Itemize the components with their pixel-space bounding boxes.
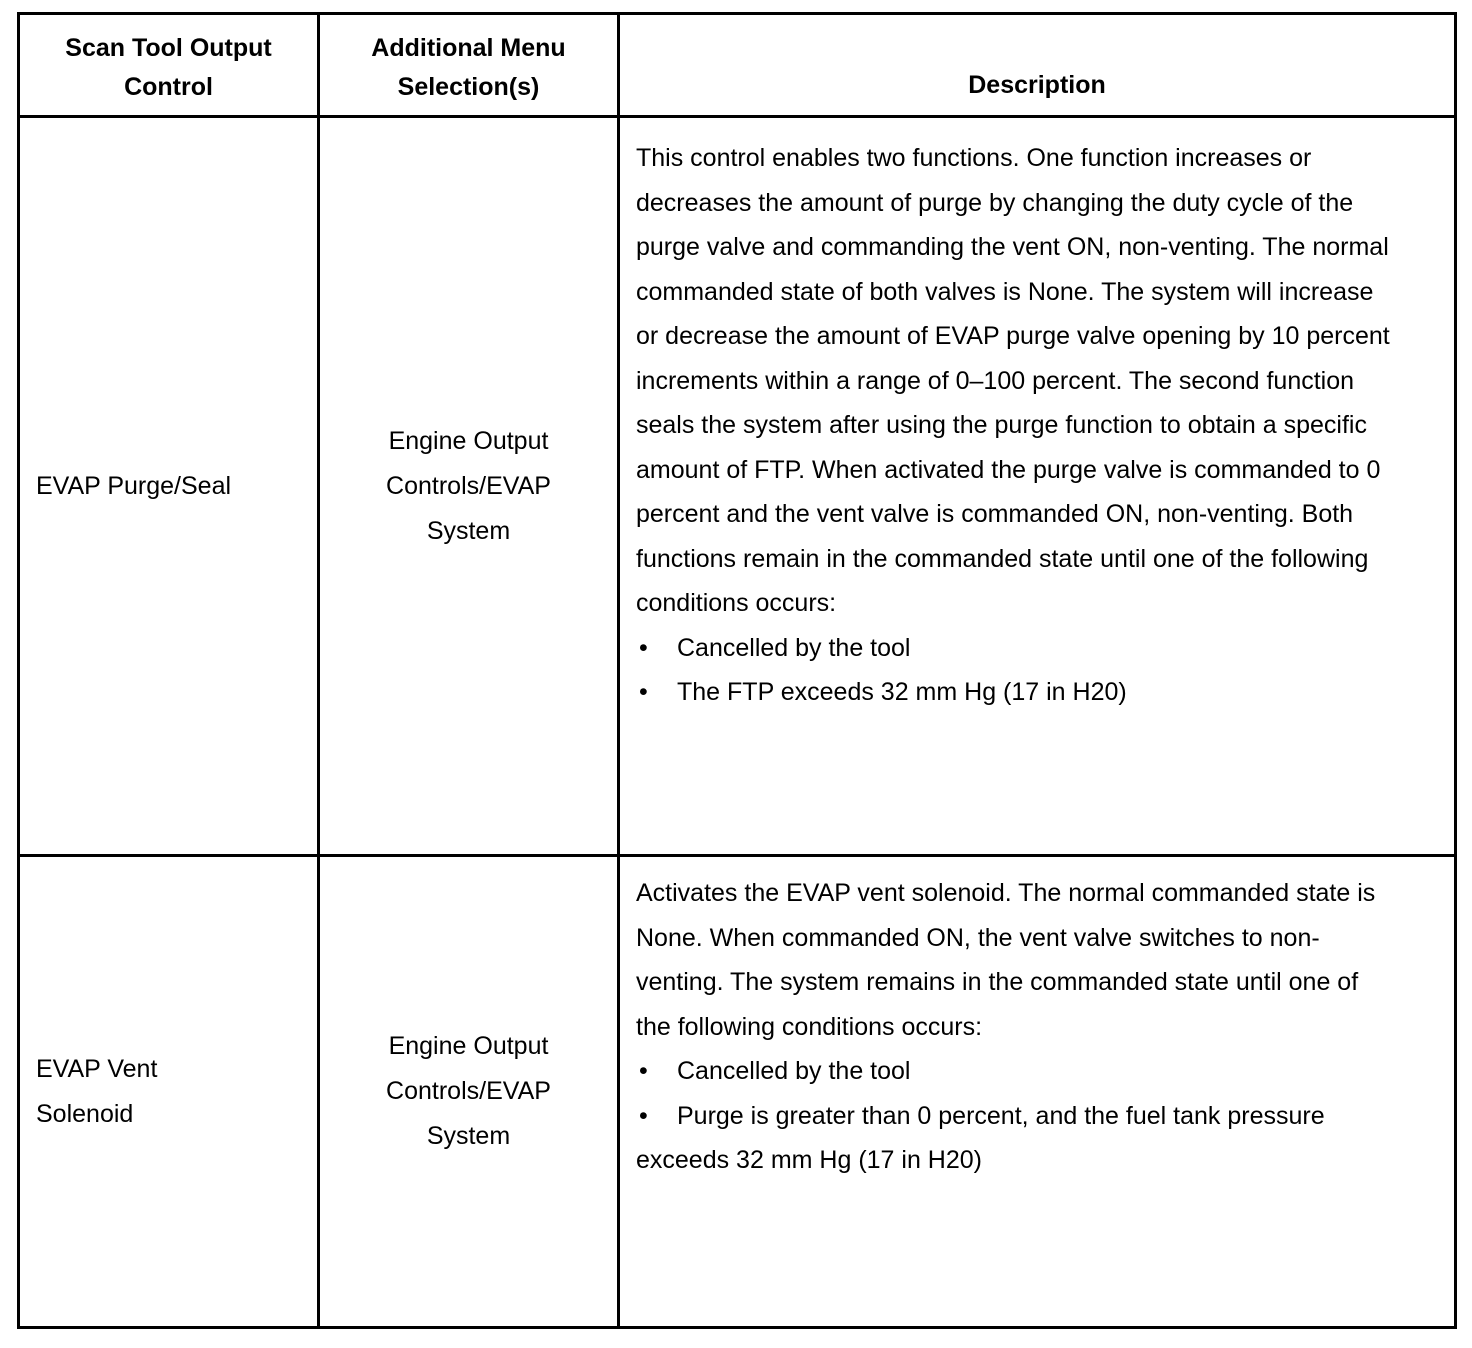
header-description: Description — [619, 14, 1456, 117]
bullet-text: The FTP exceeds 32 mm Hg (17 in H20) — [677, 678, 1127, 706]
header-col1-text: Scan Tool Output Control — [65, 34, 272, 101]
header-additional-menu-selections — [319, 14, 619, 117]
bullet-text: Purge is greater than 0 percent, and the fuel tank pressure exceeds 32 mm Hg (17 in H20) — [636, 1101, 1325, 1174]
row-menu-cell — [319, 856, 619, 1328]
list-item — [636, 670, 1394, 715]
row-description-text: Activates the EVAP vent solenoid. The normal commanded state is None. When commanded ON, the vent valve switches to non-venting. The system remains in the commanded state until one of the following conditions occurs: — [636, 879, 1376, 1041]
row-menu-cell — [319, 117, 619, 856]
list-item — [636, 1094, 1394, 1183]
bullet-text: Cancelled by the tool — [677, 1057, 911, 1085]
row-description-cell — [619, 117, 1456, 856]
row-control-cell — [19, 856, 319, 1328]
row-description-text: This control enables two functions. One function increases or decreases the amount of purge by changing the duty cycle of the purge valve and commanding the vent ON, non-venting. The normal commanded state of both valves is None. The system will increase or decrease the amount of EVAP purge valve opening by 10 percent increments within a range of 0–100 percent. The second function seals the system after using the purge function to obtain a specific amount of FTP. When activated the purge valve is commanded to 0 percent and the vent valve is commanded ON, non-venting. Both functions remain in the commanded state until one of the following conditions occurs: — [636, 144, 1390, 617]
header-row — [19, 14, 1456, 117]
row-control-cell — [19, 117, 319, 856]
header-scan-tool-output-control — [19, 14, 319, 117]
bullet-text: Cancelled by the tool — [677, 633, 911, 662]
row-menu-text: Engine Output Controls/EVAP System — [386, 1032, 551, 1150]
header-col2-text: Additional Menu Selection(s) — [371, 34, 566, 101]
bullet-glyph: • — [639, 1101, 648, 1130]
output-controls-table — [17, 12, 1457, 1329]
list-item — [636, 1049, 1394, 1094]
row-control-text: EVAP Purge/Seal — [36, 471, 232, 500]
table-row — [19, 856, 1456, 1328]
bullet-glyph: • — [639, 633, 648, 662]
row-menu-text: Engine Output Controls/EVAP System — [386, 426, 551, 545]
bullet-glyph: • — [639, 678, 648, 706]
row-control-text: EVAP Vent Solenoid — [36, 1054, 158, 1128]
row-description-cell — [619, 856, 1456, 1328]
list-item — [636, 626, 1394, 671]
table-row — [19, 117, 1456, 856]
bullet-glyph: • — [639, 1057, 648, 1085]
